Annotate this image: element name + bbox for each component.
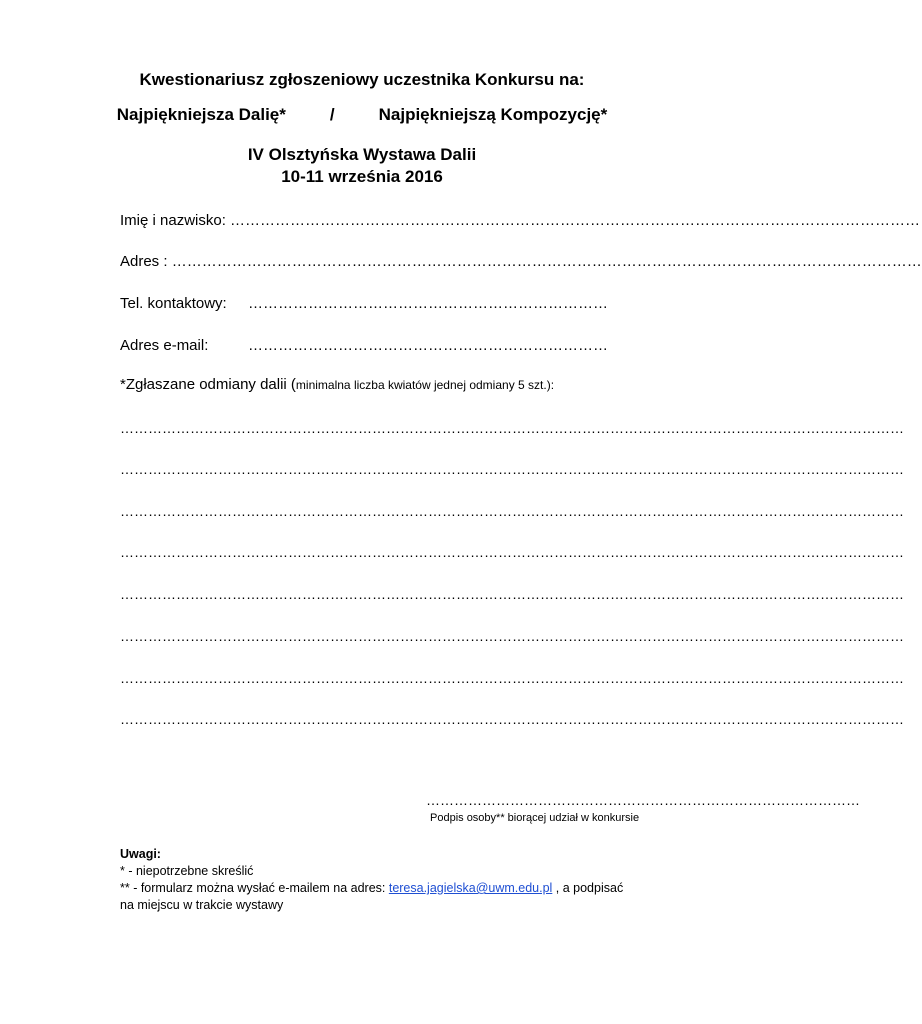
- variety-line: ……………………………………………………………………………………………………………………………………………………: [120, 711, 904, 727]
- competition-options: [0, 105, 724, 125]
- notes-section: [120, 846, 623, 914]
- option-composition: Najpiękniejszą Kompozycję*: [378, 105, 608, 124]
- note-2-suffix: , a podpisać: [552, 881, 624, 895]
- email-field: [120, 337, 608, 354]
- variety-line: ……………………………………………………………………………………………………………………………………………………: [120, 420, 904, 436]
- email-blank: ………………………………………………………………: [248, 337, 608, 354]
- signature-line: …………………………………………………………………………………: [426, 792, 860, 808]
- address-blank: ……………………………………………………………………………………………………………………………………: [171, 253, 922, 270]
- varieties-note: minimalna liczba kwiatów jednej odmiany 5 szt.):: [295, 378, 555, 392]
- phone-field: [120, 295, 608, 312]
- form-title: Kwestionariusz zgłoszeniowy uczestnika Konkursu na:: [139, 70, 585, 89]
- variety-line: ……………………………………………………………………………………………………………………………………………………: [120, 461, 904, 477]
- option-dahlia: Najpiękniejsza Dalię*: [116, 105, 286, 124]
- name-label: Imię i nazwisko:: [120, 212, 226, 229]
- variety-line: ……………………………………………………………………………………………………………………………………………………: [120, 503, 904, 519]
- variety-line: ……………………………………………………………………………………………………………………………………………………: [120, 628, 904, 644]
- address-field: [120, 253, 922, 270]
- variety-line: ……………………………………………………………………………………………………………………………………………………: [120, 544, 904, 560]
- option-separator: /: [329, 105, 335, 124]
- variety-line: ……………………………………………………………………………………………………………………………………………………: [120, 586, 904, 602]
- note-2-prefix: ** - formularz można wysłać e-mailem na adres:: [120, 881, 389, 895]
- note-1: * - niepotrzebne skreślić: [120, 864, 254, 878]
- email-link[interactable]: teresa.jagielska@uwm.edu.pl: [388, 881, 553, 895]
- event-name: IV Olsztyńska Wystawa Dalii: [247, 145, 477, 164]
- variety-line: ……………………………………………………………………………………………………………………………………………………: [120, 670, 904, 686]
- phone-blank: ………………………………………………………………: [248, 295, 608, 312]
- name-blank: …………………………………………………………………………………………………………………………: [230, 212, 921, 229]
- varieties-heading: [120, 376, 554, 393]
- event-dates: 10-11 września 2016: [281, 167, 443, 186]
- phone-label: Tel. kontaktowy:: [120, 295, 227, 312]
- varieties-label: *Zgłaszane odmiany dalii (: [120, 376, 296, 393]
- note-2-line-2: na miejscu w trakcie wystawy: [120, 898, 284, 912]
- email-label: Adres e-mail:: [120, 337, 209, 354]
- notes-heading: Uwagi:: [120, 847, 161, 861]
- name-field: [120, 212, 921, 229]
- note-2: [120, 880, 623, 897]
- signature-label: Podpis osoby** biorącej udział w konkursie: [430, 812, 640, 824]
- address-label: Adres :: [120, 253, 168, 270]
